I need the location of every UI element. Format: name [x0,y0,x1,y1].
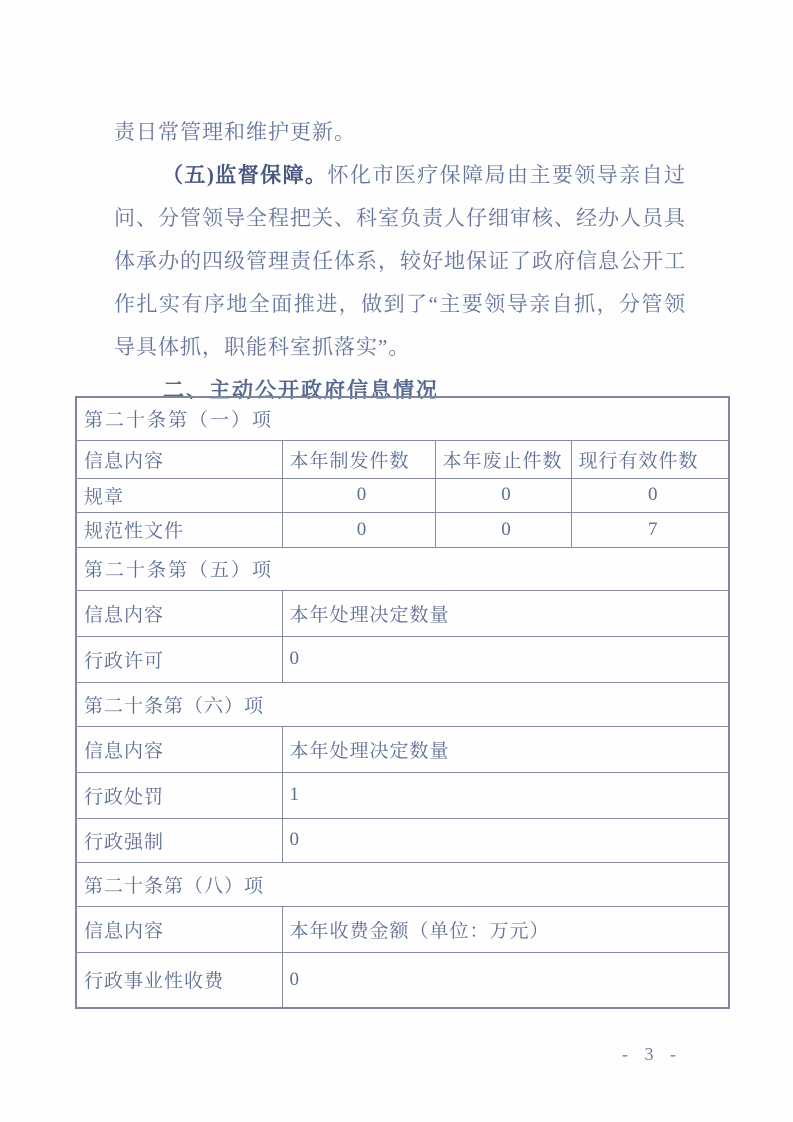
row-label-cell: 行政处罚 [76,772,282,818]
table-row-section6-title [76,682,729,726]
value-cell: 0 [282,952,729,1008]
value-cell: 7 [571,512,729,547]
section5-header-cell: 本年处理决定数量 [282,590,729,636]
section1-header-cell: 本年制发件数 [282,440,435,478]
section6-title-cell: 第二十条第（六）项 [76,682,729,726]
value-cell: 0 [571,478,729,512]
section-heading: 二、主动公开政府信息情况 [163,379,439,402]
section6-header-cell: 本年处理决定数量 [282,726,729,772]
table-row-section5-title [76,547,729,590]
value-cell: 0 [435,512,571,547]
paragraph-supervision [114,154,686,369]
row-label-cell: 规章 [76,478,282,512]
table-row-section5-header [76,590,729,636]
table-row-section6-header [76,726,729,772]
table-row-section1-title [76,397,729,440]
table-row-admin-license [76,636,729,682]
table-row-regulations [76,478,729,512]
paragraph-continuation [114,111,686,154]
section5-title-cell: 第二十条第（五）项 [76,547,729,590]
table-row-admin-penalty [76,772,729,818]
table-row-normative-documents [76,512,729,547]
value-cell: 0 [282,818,729,862]
value-cell: 1 [282,772,729,818]
row-label-cell: 行政强制 [76,818,282,862]
row-label-cell: 规范性文件 [76,512,282,547]
table-row-section1-header [76,440,729,478]
section8-header-cell: 信息内容 [76,906,282,952]
table-row-section8-header [76,906,729,952]
paragraph-1-text: 责日常管理和维护更新。 [114,120,356,144]
disclosure-table [75,396,730,1009]
value-cell: 0 [282,512,435,547]
section1-title-cell: 第二十条第（一）项 [76,397,729,440]
section5-header-cell: 信息内容 [76,590,282,636]
section8-header-cell: 本年收费金额（单位：万元） [282,906,729,952]
body-text [114,111,686,404]
paragraph-2-text: 怀化市医疗保障局由主要领导亲自过问、分管领导全程把关、科室负责人仔细审核、经办人员具体承办的四级管理责任体系，较好地保证了政府信息公开工作扎实有序地全面推进，做到了“主要领导亲自抓，分管领导具体抓，职能科室抓落实”。 [114,163,687,359]
value-cell: 0 [282,478,435,512]
section6-header-cell: 信息内容 [76,726,282,772]
table-row-section8-title [76,862,729,906]
section1-header-cell: 信息内容 [76,440,282,478]
page-number: - 3 - [622,1044,682,1064]
section1-header-cell: 现行有效件数 [571,440,729,478]
table-row-admin-fees [76,952,729,1008]
table-row-admin-coercion [76,818,729,862]
section1-header-cell: 本年废止件数 [435,440,571,478]
section8-title-cell: 第二十条第（八）项 [76,862,729,906]
value-cell: 0 [282,636,729,682]
paragraph-2-lead: （五)监督保障。 [162,163,328,187]
row-label-cell: 行政许可 [76,636,282,682]
row-label-cell: 行政事业性收费 [76,952,282,1008]
value-cell: 0 [435,478,571,512]
